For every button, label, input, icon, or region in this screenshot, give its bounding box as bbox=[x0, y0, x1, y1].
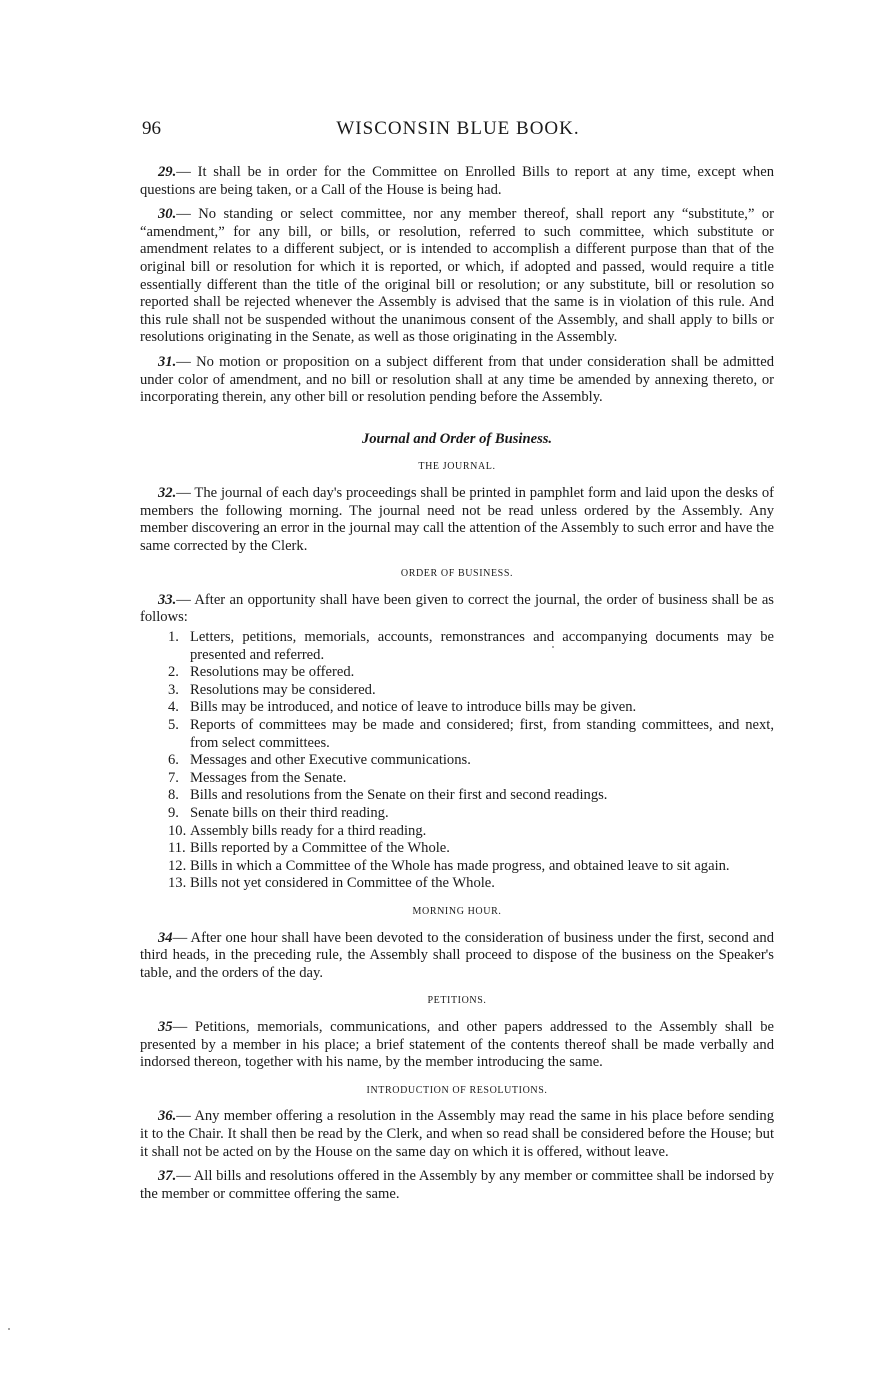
rule-text: — All bills and resolutions offered in the Assembly by any member or committee shall be indorsed by the member or committee offering the same. bbox=[140, 1168, 774, 1202]
list-item bbox=[140, 805, 774, 823]
list-item-number: 11. bbox=[168, 840, 186, 857]
running-title: WISCONSIN BLUE BOOK. bbox=[336, 118, 580, 139]
list-item-number: 9. bbox=[168, 805, 179, 821]
list-item-number: 5. bbox=[168, 717, 179, 734]
list-item-number: 3. bbox=[168, 681, 179, 698]
list-item-text: Bills and resolutions from the Senate on their first and second readings. bbox=[190, 787, 608, 804]
list-item bbox=[140, 717, 774, 752]
list-item-number: 8. bbox=[168, 787, 179, 804]
rule-36 bbox=[140, 1108, 774, 1161]
rule-number: 33. bbox=[158, 591, 177, 608]
rule-number: 32. bbox=[158, 484, 177, 501]
list-item bbox=[140, 752, 774, 770]
order-of-business-list bbox=[140, 629, 774, 893]
rule-number: 29. bbox=[158, 164, 177, 180]
rule-number: 34 bbox=[158, 929, 173, 946]
subheading-morning-hour: MORNING HOUR. bbox=[412, 905, 502, 917]
rule-number: 35 bbox=[158, 1018, 173, 1035]
rule-text: — After an opportunity shall have been given to correct the journal, the order of business shall be as follows: bbox=[140, 591, 774, 626]
rule-35 bbox=[140, 1019, 774, 1072]
list-item-number: 2. bbox=[168, 664, 179, 681]
rule-text: — It shall be in order for the Committee on Enrolled Bills to report at any time, except when questions are being taken, or a Call of the House is being had. bbox=[140, 164, 774, 198]
list-item bbox=[140, 629, 774, 664]
rule-34 bbox=[140, 930, 774, 983]
list-item bbox=[140, 787, 774, 805]
list-item-text: Messages and other Executive communications. bbox=[190, 752, 471, 769]
subheading-introduction-of-resolutions: INTRODUCTION OF RESOLUTIONS. bbox=[366, 1084, 548, 1096]
rule-number: 31. bbox=[158, 353, 177, 370]
list-item-text: Senate bills on their third reading. bbox=[190, 805, 389, 821]
list-item bbox=[140, 858, 774, 876]
list-item bbox=[140, 699, 774, 717]
list-item-text: Bills reported by a Committee of the Whole. bbox=[190, 840, 450, 857]
rule-number: 37. bbox=[158, 1168, 177, 1185]
list-item-text: Bills not yet considered in Committee of the Whole. bbox=[190, 875, 495, 892]
rule-text: — The journal of each day's proceedings shall be printed in pamphlet form and laid upon the desks of members the following morning. The journal need not be read unless ordered by the Assembly. Any member discovering an error in the journal may call the attention of the Assembly to such error and have the same corrected by the Clerk. bbox=[140, 484, 774, 554]
rule-text: — No motion or proposition on a subject different from that under consideration shall be admitted under color of amendment, and no bill or resolution shall at any time be amended by annexing thereto, or incorporating therein, any other bill or resolution pending before the Assembly. bbox=[140, 353, 774, 406]
list-item bbox=[140, 770, 774, 788]
list-item bbox=[140, 875, 774, 893]
list-item-text: Messages from the Senate. bbox=[190, 769, 347, 786]
list-item-number: 6. bbox=[168, 752, 179, 769]
list-item bbox=[140, 840, 774, 858]
rule-33 bbox=[140, 592, 774, 627]
page-body bbox=[140, 164, 774, 1210]
list-item-text: Letters, petitions, memorials, accounts, remonstrances and accompanying documents may be presented and referred. bbox=[190, 629, 774, 663]
subheading-order-of-business: ORDER OF BUSINESS. bbox=[400, 568, 514, 580]
subheading-petitions: PETITIONS. bbox=[427, 995, 487, 1007]
rule-number: 36. bbox=[158, 1108, 177, 1125]
rule-30 bbox=[140, 206, 774, 347]
page-number: 96 bbox=[142, 118, 161, 139]
rule-number: 30. bbox=[158, 206, 177, 223]
list-item bbox=[140, 823, 774, 841]
list-item-number: 13. bbox=[168, 875, 187, 892]
list-item-text: Resolutions may be offered. bbox=[190, 664, 355, 681]
rule-32 bbox=[140, 485, 774, 555]
list-item bbox=[140, 682, 774, 700]
list-item-number: 7. bbox=[168, 769, 179, 786]
list-item-number: 4. bbox=[168, 699, 179, 716]
list-item-number: 1. bbox=[168, 629, 179, 646]
list-item bbox=[140, 664, 774, 682]
page-header bbox=[142, 118, 774, 142]
subheading-journal: THE JOURNAL. bbox=[418, 461, 496, 473]
rule-37 bbox=[140, 1168, 774, 1203]
list-item-text: Bills may be introduced, and notice of leave to introduce bills may be given. bbox=[190, 699, 637, 716]
list-item-text: Assembly bills ready for a third reading. bbox=[190, 822, 427, 839]
list-item-text: Bills in which a Committee of the Whole has made progress, and obtained leave to sit again. bbox=[190, 857, 730, 874]
list-item-number: 10. bbox=[168, 822, 187, 839]
rule-text: — Any member offering a resolution in the Assembly may read the same in his place before sending it to the Chair. It shall then be read by the Clerk, and when so read shall be considered before the House; but it shall not be acted on by the House on the same day on which it is offered, without leave. bbox=[140, 1108, 774, 1160]
list-item-number: 12. bbox=[168, 857, 187, 874]
list-item-text: Reports of committees may be made and considered; first, from standing committees, and next, from select committees. bbox=[190, 717, 774, 751]
rule-text: — After one hour shall have been devoted to the consideration of business under the first, second and third heads, in the preceding rule, the Assembly shall proceed to dispose of the business on the Speaker's table, and the orders of the day. bbox=[140, 929, 774, 981]
list-item-text: Resolutions may be considered. bbox=[190, 681, 376, 698]
section-heading: Journal and Order of Business. bbox=[361, 430, 553, 447]
rule-29 bbox=[140, 164, 774, 199]
rule-text: — Petitions, memorials, communications, and other papers addressed to the Assembly shall be presented by a member in his place; a brief statement of the contents thereof shall be made verbally and indorsed thereon, together with his name, by the member introducing the same. bbox=[140, 1018, 774, 1071]
scan-speck bbox=[552, 646, 554, 648]
rule-31 bbox=[140, 354, 774, 407]
scan-speck bbox=[8, 1328, 10, 1330]
rule-text: — No standing or select committee, nor any member thereof, shall report any “substitute,” or “amendment,” for any bill, or bills, or resolution, referred to such committee, which substitute or amendment relates to a different subject, or is intended to accomplish a different purpose than that of the original bill or resolution for which it is reported, or which, if adopted and passed, would require a title essentially different than the title of the original bill or resolution; or any substitute, bill or resolution so reported shall be rejected whenever the Assembly is advised that the same is in violation of this rule. And this rule shall not be suspended without the unanimous consent of the Assembly, and shall apply to bills or resolutions originating in the Senate, as well as those originating in the Assembly. bbox=[140, 206, 774, 346]
